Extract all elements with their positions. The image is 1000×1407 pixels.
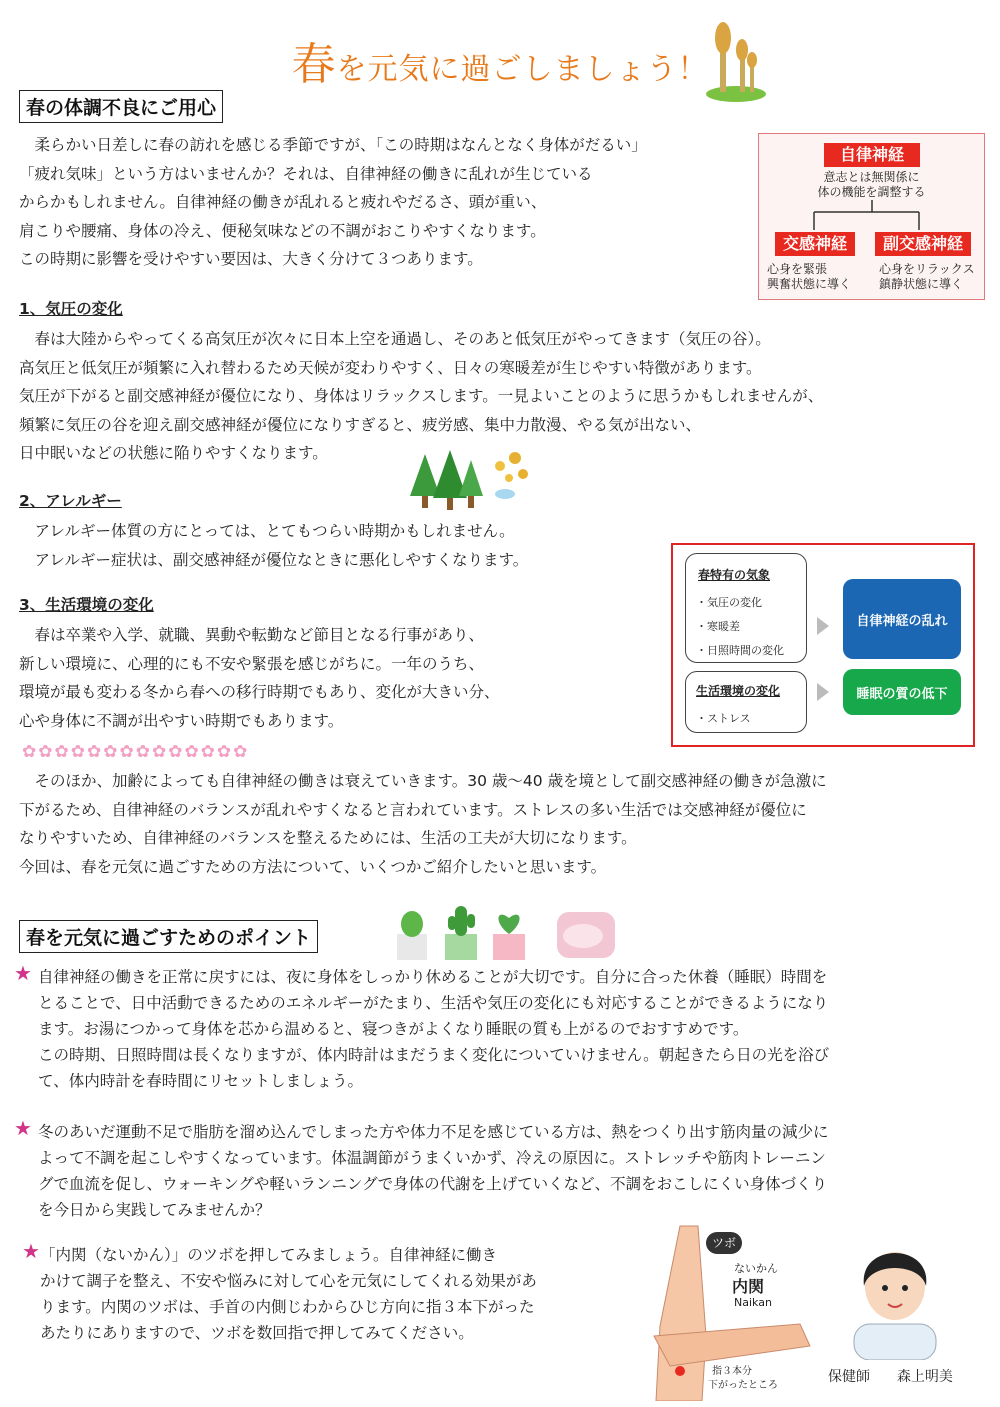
star-bullet-icon: ★ [22,1239,40,1263]
point3-line: ります。内関のツボは、手首の内側じわからひじ方向に指３本下がった [40,1298,535,1316]
life-env-box [685,671,807,733]
aging-line: 下がるため、自律神経のバランスが乱れやすくなると言われています。ストレスの多い生活では交感神経が優位に [19,800,807,819]
factor3-line: 新しい環境に、心理的にも不安や緊張を感じがちに。一年のうち、 [19,654,485,673]
causes-flow-diagram [671,543,975,747]
factor1-line: 気圧が下がると副交感神経が優位になり、身体はリラックスします。一見よいことのように思うかもしれませんが、 [19,387,824,405]
life-env-heading: 生活環境の変化 [696,684,781,698]
tsubo-note-1: 指３本分 [712,1366,752,1377]
aging-line: なりやすいため、自律神経のバランスを整えるためには、生活の工夫が大切になります。 [19,829,637,847]
intro-line: からかもしれません。自律神経の働きが乱れると疲れやだるさ、頭が重い、 [19,193,547,211]
point1-line: て、体内時計を春時間にリセットしましょう。 [38,1072,364,1090]
naikan-acupoint-illustration [650,1216,820,1401]
point1-line: 自律神経の働きを正常に戻すには、夜に身体をしっかり休めることが大切です。自分に合った休養（睡眠）時間を [38,968,828,986]
tree-connector [759,200,984,232]
factor3-line: 環境が最も変わる冬から春への移行時期でもあり、変化が大きい分、 [19,683,500,701]
factor1-line: 日中眠いなどの状態に陥りやすくなります。 [19,444,328,462]
star-bullet-icon: ★ [14,1116,32,1140]
point1-line: この時期、日照時間は長くなりますが、体内時計はまだうまく変化についていけません。朝起きたら日の光を浴び [38,1046,830,1064]
factor1-line: 春は大陸からやってくる高気圧が次々に日本上空を通過し、そのあと低気圧がやってきます（気圧の谷）。 [19,330,771,348]
intro-line: 柔らかい日差しに春の訪れを感じる季節ですが、「この時期はなんとなく身体がだるい」 [19,136,647,154]
point3-paragraph [40,1242,537,1346]
parasympathetic-desc-1: 心身をリラックス [879,262,975,276]
signature-role: 保健師 [828,1369,870,1385]
factor1-line: 頻繁に気圧の谷を迎え副交感神経が優位になりすぎると、疲労感、集中力散漫、やる気が出ない、 [19,415,702,434]
sympathetic-label: 交感神経 [775,232,855,256]
point3-line: かけて調子を整え、不安や悩みに対して心を元気にしてくれる効果があ [40,1272,537,1290]
point1-line: ます。お湯につかって身体を芯から温めると、寝つきがよくなり睡眠の質も上がるのでおすすめです。 [38,1020,749,1038]
point2-paragraph [38,1119,829,1223]
signature [828,1366,953,1386]
autonomic-desc-2: 体の機能を調整する [817,185,926,199]
point2-line: よって不調を起こしやすくなっています。体温調節がうまくいかず、冷えの原因に。ストレッチや筋肉トレーニン [38,1149,826,1167]
page-title [0,28,1000,92]
section-heading-points: 春を元気に過ごすためのポイント [19,920,318,953]
tsubo-roman: Naikan [734,1296,772,1309]
factor2-heading: 2、アレルギー [19,492,122,510]
point3-line: 「内関（ないかん）」のツボを押してみましょう。自律神経に働き [40,1246,497,1264]
factor2-paragraph [19,517,528,574]
intro-line: この時期に影響を受けやすい要因は、大きく分けて３つあります。 [19,250,483,268]
spring-weather-item: ・寒暖差 [696,620,740,633]
arrow-right-icon [817,617,829,635]
autonomic-title: 自律神経 [824,143,920,167]
flower-border-decoration: ✿✿✿✿✿✿✿✿✿✿✿✿✿✿ [22,742,250,762]
point1-line: とることで、日中活動できるためのエネルギーがたまり、生活や気圧の変化にも対応することができるようになり [38,994,829,1012]
spring-weather-item: ・日照時間の変化 [696,644,784,657]
aging-line: そのほか、加齢によっても自律神経の働きは衰えていきます。30 歳～40 歳を境として副交感神経の働きが急激に [19,772,827,790]
signature-name: 森上明美 [896,1369,953,1385]
point2-line: を今日から実践してみませんか？ [38,1201,271,1219]
factor1-line: 高気圧と低気圧が頻繁に入れ替わるため天候が変わりやすく、日々の寒暖差が生じやすい特徴があります。 [19,358,762,377]
spring-weather-box [685,553,807,663]
title-big-char: 春 [291,39,337,90]
intro-paragraph [19,131,647,274]
cactus-illustration [393,904,623,964]
nurse-avatar [840,1232,950,1360]
title-rest: を元気に過ごしましょう！ [336,52,709,87]
aging-paragraph [19,767,827,881]
sympathetic-desc-1: 心身を緊張 [767,262,828,276]
point2-line: 冬のあいだ運動不足で脂肪を溜め込んでしまった方や体力不足を感じている方は、熱をつくり出す筋肉量の減少に [38,1123,829,1141]
autonomic-disorder-result: 自律神経の乱れ [843,579,961,659]
tsubo-kanji: 内関 [732,1277,765,1296]
autonomic-nerve-diagram [758,133,985,300]
factor2-line: アレルギー症状は、副交感神経が優位なときに悪化しやすくなります。 [19,550,529,569]
factor2-line: アレルギー体質の方にとっては、とてもつらい時期かもしれません。 [19,522,515,540]
horsetail-illustration [700,14,772,102]
arrow-right-icon [817,683,829,701]
spring-weather-item: ・気圧の変化 [696,596,762,609]
section-heading-spring-health: 春の体調不良にご用心 [19,90,223,123]
pollen-trees-illustration [405,446,535,514]
factor3-line: 春は卒業や入学、就職、異動や転勤など節目となる行事があり、 [19,626,485,644]
point1-paragraph [38,964,829,1094]
intro-line: 肩こりや腰痛、身体の冷え、便秘気味などの不調がおこりやすくなります。 [19,221,546,240]
autonomic-desc-1: 意志とは無関係に [823,170,920,184]
point2-line: グで血流を促し、ウォーキングや軽いランニングで身体の代謝を上げていくなど、不調をおこしにくい身体づくり [38,1175,828,1193]
factor3-line: 心や身体に不調が出やすい時期でもあります。 [19,711,344,730]
tsubo-kana: ないかん [734,1262,778,1275]
point3-line: あたりにありますので、ツボを数回指で押してみてください。 [40,1324,474,1342]
parasympathetic-label: 副交感神経 [875,232,971,256]
sympathetic-desc-2: 興奮状態に導く [767,277,852,291]
aging-line: 今回は、春を元気に過ごすための方法について、いくつかご紹介したいと思います。 [19,857,607,876]
factor1-heading: 1、気圧の変化 [19,300,123,318]
factor3-paragraph [19,621,500,735]
tsubo-tag: ツボ [706,1232,742,1254]
parasympathetic-desc-2: 鎮静状態に導く [879,277,964,291]
life-env-item: ・ストレス [696,712,751,725]
factor3-heading: 3、生活環境の変化 [19,596,154,614]
intro-line: 「疲れ気味」という方はいませんか？それは、自律神経の働きに乱れが生じている [19,164,593,183]
tsubo-note-2: 下がったところ [708,1380,778,1391]
star-bullet-icon: ★ [14,961,32,985]
sleep-quality-result: 睡眠の質の低下 [843,669,961,715]
spring-weather-heading: 春特有の気象 [698,568,771,582]
